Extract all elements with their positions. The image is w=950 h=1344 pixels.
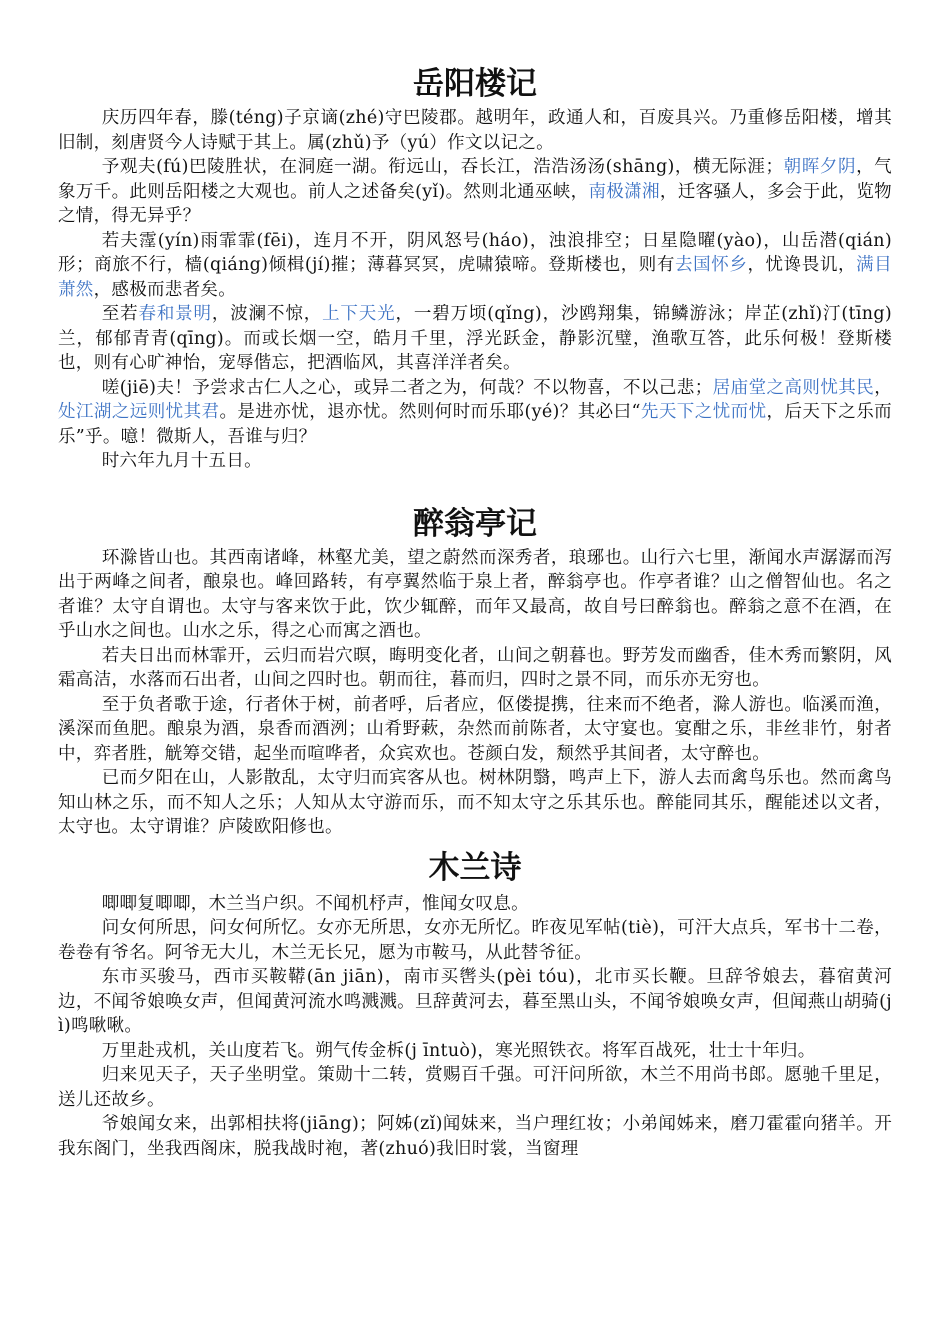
section-body-zuiwengting	[58, 546, 892, 840]
section-body-yueyanglou	[58, 106, 892, 474]
text-run: 时六年九月十五日。	[101, 451, 262, 471]
text-run: 唧唧复唧唧，木兰当户织。不闻机杼声，惟闻女叹息。	[101, 893, 529, 914]
text-run: ，感极而悲者矣。	[93, 279, 237, 300]
text-run: 爷娘闻女来，出郭相扶将(jiāng)；阿姊(zǐ)闻妹来，当户理红妆；小弟闻姊来，磨刀霍霍向猪羊。开我东阁门，坐我西阁床，脱我战时袍，著(zhuó)我旧时裳，当窗理	[58, 1114, 892, 1159]
highlighted-phrase: 先天下之忧而忧	[640, 402, 767, 422]
text-run: ，忧谗畏讥，	[747, 255, 857, 275]
paragraph	[58, 916, 892, 965]
text-run: ，一碧万顷(qǐng)，沙鸥翔集，锦鳞游泳；岸芷(zhǐ)汀(tīng)兰，郁郁青青(qīng)。而或长烟一空，皓月千里，浮光跃金，静影沉璧，渔歌互答，此乐何极！登斯楼也，则有心旷神怡，宠辱偕忘，把酒临风，其喜洋洋者矣。	[58, 304, 892, 373]
text-run: 若夫霪(yín)雨霏霏(fēi)，连月不开，阴风怒号(háo)，浊浪排空；日星隐曜(yào)，山岳潜(qián)形；商旅不行，樯(qiáng)倾楫(jí)摧；薄暮冥冥，虎啸猿啼。登斯楼也，则有	[58, 230, 892, 275]
highlighted-phrase: 居庙堂之高则忧其民	[712, 377, 875, 398]
section-title-yueyanglou: 岳阳楼记	[413, 66, 537, 102]
text-run: 东市买骏马，西市买鞍鞯(ān jiān)，南市买辔头(pèi tóu)，北市买长鞭。旦辞爷娘去，暮宿黄河边，不闻爷娘唤女声，但闻黄河流水鸣溅溅。旦辞黄河去，暮至黑山头，不闻爷娘唤女声，但闻燕山胡骑(jì)鸣啾啾。	[58, 967, 892, 1036]
section-title-mulanshi: 木兰诗	[428, 849, 522, 886]
highlighted-phrase: 上下天光	[322, 304, 396, 324]
text-run: ，波澜不惊，	[211, 304, 323, 324]
paragraph	[58, 965, 892, 1039]
text-run: 归来见天子，天子坐明堂。策勋十二转，赏赐百千强。可汗问所欲，木兰不用尚书郎。愿驰千里足，送儿还故乡。	[58, 1065, 892, 1110]
paragraph	[58, 892, 892, 917]
text-run: ，气象万千。此则岳阳楼之大观也。前人之述备矣(yǐ)。然则北通巫峡，	[58, 157, 892, 202]
text-run: 万里赴戎机，关山度若飞。朔气传金柝(j īntuò)，寒光照铁衣。将军百战死，壮士十年归。	[101, 1040, 816, 1061]
text-run: ，	[874, 377, 892, 398]
text-run: 至于负者歌于途，行者休于树，前者呼，后者应，伛偻提携，往来而不绝者，滁人游也。临溪而渔，溪深而鱼肥。酿泉为酒，泉香而酒洌；山肴野蔌，杂然而前陈者，太守宴也。宴酣之乐，非丝非竹，射者中，弈者胜，觥筹交错，起坐而喧哗者，众宾欢也。苍颜白发，颓然乎其间者，太守醉也。	[58, 694, 892, 764]
text-run: 。是进亦忧，退亦忧。然则何时而乐耶(yé)？其必曰“	[219, 402, 641, 422]
text-run: 至若	[101, 304, 139, 324]
highlighted-phrase: 处江湖之远则忧其君	[58, 402, 220, 422]
paragraph	[58, 229, 892, 303]
paragraph	[58, 766, 892, 840]
paragraph	[58, 449, 892, 474]
paragraph	[58, 546, 892, 644]
paragraph	[58, 644, 892, 693]
highlighted-phrase: 南极潇湘	[588, 181, 660, 202]
paragraph	[58, 1063, 892, 1112]
paragraph	[58, 1112, 892, 1161]
section-body-mulanshi	[58, 892, 892, 1162]
paragraph	[58, 1039, 892, 1064]
text-run: 予观夫(fú)巴陵胜状，在洞庭一湖。衔远山，吞长江，浩浩汤汤(shāng)，横无际涯；	[101, 157, 784, 177]
paragraph	[58, 106, 892, 155]
text-run: 环滁皆山也。其西南诸峰，林壑尤美，望之蔚然而深秀者，琅琊也。山行六七里，渐闻水声潺潺而泻出于两峰之间者，酿泉也。峰回路转，有亭翼然临于泉上者，醉翁亭也。作亭者谁？山之僧智仙也。名之者谁？太守自谓也。太守与客来饮于此，饮少辄醉，而年又最高，故自号曰醉翁也。醉翁之意不在酒，在乎山水之间也。山水之乐，得之心而寓之酒也。	[58, 547, 892, 641]
highlighted-phrase: 春和景明	[138, 304, 212, 324]
text-run: 若夫日出而林霏开，云归而岩穴暝，晦明变化者，山间之朝暮也。野芳发而幽香，佳木秀而繁阴，风霜高洁，水落而石出者，山间之四时也。朝而往，暮而归，四时之景不同，而乐亦无穷也。	[58, 645, 892, 690]
text-run: ，后天下之乐而乐”乎。噫！微斯人，吾谁与归？	[58, 402, 892, 447]
text-run: 已而夕阳在山，人影散乱，太守归而宾客从也。树林阴翳，鸣声上下，游人去而禽鸟乐也。然而禽鸟知山林之乐，而不知人之乐；人知从太守游而乐，而不知太守之乐其乐也。醉能同其乐，醒能述以文者，太守也。太守谓谁？庐陵欧阳修也。	[58, 768, 892, 837]
section-title-zuiwengting: 醉翁亭记	[413, 505, 537, 542]
highlighted-phrase: 朝晖夕阴	[783, 157, 857, 177]
text-run: ，迁客骚人，多会于此，览物之情，得无异乎？	[58, 181, 892, 226]
highlighted-phrase: 满目萧然	[58, 255, 892, 300]
text-run: 问女何所思，问女何所忆。女亦无所思，女亦无所忆。昨夜见军帖(tiè)，可汗大点兵，军书十二卷，卷卷有爷名。阿爷无大儿，木兰无长兄，愿为市鞍马，从此替爷征。	[58, 918, 892, 963]
text-run: 嗟(jiē)夫！予尝求古仁人之心，或异二者之为，何哉？不以物喜，不以己悲；	[101, 377, 713, 398]
paragraph	[58, 693, 892, 767]
paragraph	[58, 376, 892, 450]
text-run: 庆历四年春，滕(téng)子京谪(zhé)守巴陵郡。越明年，政通人和，百废具兴。乃重修岳阳楼，增其旧制，刻唐贤今人诗赋于其上。属(zhǔ)予（yú）作文以记之。	[58, 108, 892, 153]
highlighted-phrase: 去国怀乡	[675, 255, 748, 275]
paragraph	[58, 155, 892, 229]
paragraph	[58, 302, 892, 376]
